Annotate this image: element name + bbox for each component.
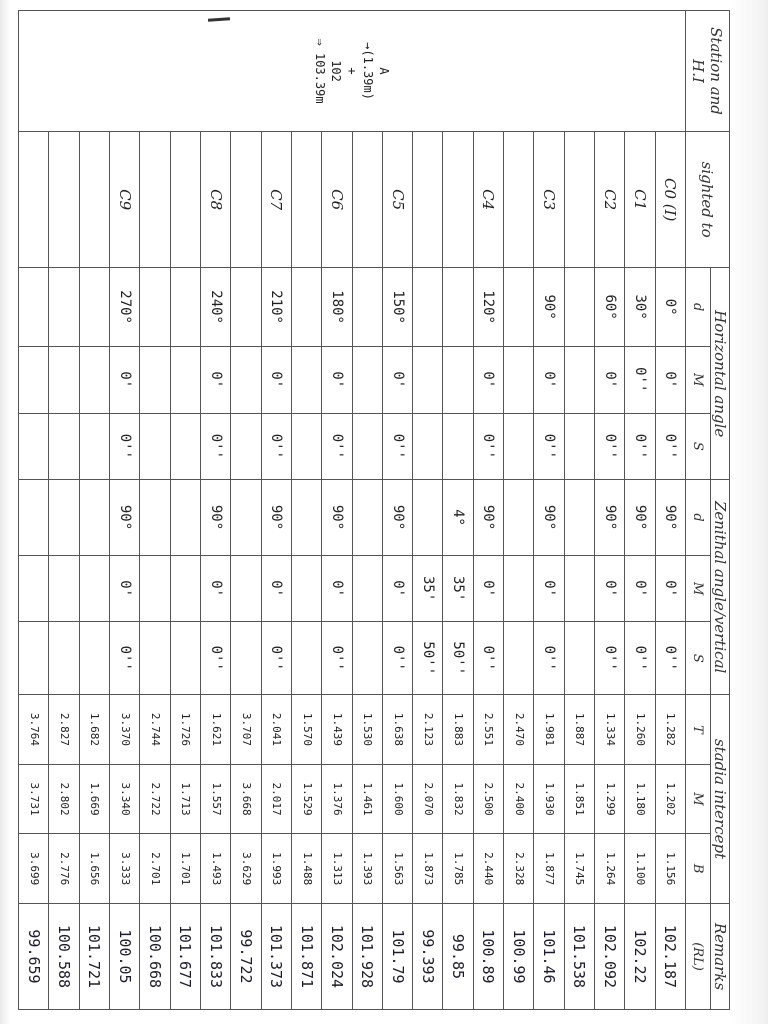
vertical-degrees-cell: 90° — [473, 480, 503, 556]
vertical-seconds-cell: 0'' — [201, 622, 231, 695]
horizontal-minutes-cell — [504, 346, 534, 413]
stadia-middle-cell: 1.180 — [625, 764, 655, 834]
sub-h-seconds: S — [686, 413, 711, 480]
stadia-bottom-cell: 3.629 — [231, 834, 261, 904]
horizontal-degrees-cell — [231, 268, 261, 347]
reduced-level-cell: 99.722 — [231, 903, 261, 1009]
reduced-level-cell: 101.928 — [352, 903, 382, 1009]
sub-v-seconds: S — [686, 622, 711, 695]
horizontal-seconds-cell: 0'' — [595, 413, 625, 480]
stadia-middle-cell: 3.340 — [110, 764, 140, 834]
horizontal-seconds-cell — [140, 413, 170, 480]
sighted-to-cell — [79, 132, 109, 268]
vertical-degrees-cell — [79, 480, 109, 556]
vertical-minutes-cell — [49, 555, 79, 622]
horizontal-seconds-cell: 0'' — [201, 413, 231, 480]
horizontal-degrees-cell — [504, 268, 534, 347]
vertical-minutes-cell: 35' — [413, 555, 443, 622]
vertical-degrees-cell — [19, 480, 49, 556]
vertical-degrees-cell — [291, 480, 321, 556]
sighted-to-cell — [413, 132, 443, 268]
station-hi-line3: 102 — [329, 60, 343, 82]
reduced-level-cell: 100.05 — [110, 903, 140, 1009]
station-name: A — [377, 67, 391, 75]
table-row — [352, 11, 382, 1010]
reduced-level-cell: 101.373 — [261, 903, 291, 1009]
sub-h-degrees: d — [686, 268, 711, 347]
stadia-bottom-cell: 3.333 — [110, 834, 140, 904]
vertical-seconds-cell: 50'' — [443, 622, 473, 695]
sighted-to-cell: C8 — [201, 132, 231, 268]
table-row — [413, 11, 443, 1010]
horizontal-minutes-cell — [443, 346, 473, 413]
reduced-level-cell: 99.659 — [19, 903, 49, 1009]
stadia-top-cell: 1.981 — [534, 695, 564, 765]
horizontal-seconds-cell: 0'' — [625, 413, 655, 480]
stadia-bottom-cell: 1.156 — [655, 834, 685, 904]
table-row — [201, 11, 231, 1010]
vertical-degrees-cell — [231, 480, 261, 556]
vertical-seconds-cell: 0'' — [261, 622, 291, 695]
vertical-minutes-cell — [19, 555, 49, 622]
stadia-top-cell: 1.682 — [79, 695, 109, 765]
sighted-to-cell — [231, 132, 261, 268]
vertical-minutes-cell — [564, 555, 594, 622]
vertical-degrees-cell — [564, 480, 594, 556]
table-row — [595, 11, 625, 1010]
stadia-middle-cell: 1.529 — [291, 764, 321, 834]
horizontal-degrees-cell — [291, 268, 321, 347]
vertical-minutes-cell: 0' — [655, 555, 685, 622]
sighted-to-cell — [170, 132, 200, 268]
sub-stadia-top: T — [686, 695, 711, 765]
stadia-top-cell: 2.551 — [473, 695, 503, 765]
horizontal-seconds-cell: 0'' — [655, 413, 685, 480]
stadia-middle-cell: 3.668 — [231, 764, 261, 834]
vertical-degrees-cell — [413, 480, 443, 556]
horizontal-seconds-cell — [504, 413, 534, 480]
horizontal-minutes-cell — [49, 346, 79, 413]
vertical-degrees-cell: 90° — [382, 480, 412, 556]
table-row — [19, 11, 49, 1010]
reduced-level-cell: 101.833 — [201, 903, 231, 1009]
stadia-top-cell: 3.370 — [110, 695, 140, 765]
reduced-level-cell: 99.393 — [413, 903, 443, 1009]
table-row — [140, 11, 170, 1010]
stadia-middle-cell: 1.461 — [352, 764, 382, 834]
stadia-bottom-cell: 1.264 — [595, 834, 625, 904]
stadia-top-cell: 2.123 — [413, 695, 443, 765]
reduced-level-cell: 99.85 — [443, 903, 473, 1009]
sighted-to-cell: C2 — [595, 132, 625, 268]
sighted-to-cell: C4 — [473, 132, 503, 268]
horizontal-seconds-cell — [49, 413, 79, 480]
stadia-bottom-cell: 1.873 — [413, 834, 443, 904]
horizontal-minutes-cell: 0' — [534, 346, 564, 413]
sighted-to-cell — [140, 132, 170, 268]
stadia-middle-cell: 3.731 — [19, 764, 49, 834]
stadia-bottom-cell: 1.877 — [534, 834, 564, 904]
stadia-middle-cell: 1.669 — [79, 764, 109, 834]
vertical-degrees-cell — [352, 480, 382, 556]
table-row — [322, 11, 352, 1010]
stadia-middle-cell: 1.713 — [170, 764, 200, 834]
stadia-top-cell: 3.707 — [231, 695, 261, 765]
stadia-top-cell: 2.041 — [261, 695, 291, 765]
vertical-seconds-cell: 0'' — [322, 622, 352, 695]
horizontal-minutes-cell: 0' — [382, 346, 412, 413]
stadia-top-cell: 2.744 — [140, 695, 170, 765]
stadia-middle-cell: 2.017 — [261, 764, 291, 834]
sighted-to-cell: C6 — [322, 132, 352, 268]
vertical-seconds-cell: 0'' — [473, 622, 503, 695]
horizontal-minutes-cell: 0' — [473, 346, 503, 413]
header-stadia-intercept: stadia intercept — [711, 695, 730, 904]
horizontal-degrees-cell: 60° — [595, 268, 625, 347]
stadia-bottom-cell: 1.563 — [382, 834, 412, 904]
horizontal-minutes-cell: 0' — [110, 346, 140, 413]
sub-v-minutes: M — [686, 555, 711, 622]
vertical-minutes-cell: 0' — [534, 555, 564, 622]
sighted-to-cell: C9 — [110, 132, 140, 268]
horizontal-degrees-cell — [79, 268, 109, 347]
stadia-top-cell: 1.638 — [382, 695, 412, 765]
stadia-middle-cell: 1.832 — [443, 764, 473, 834]
sighted-to-cell: C0 (I) — [655, 132, 685, 268]
vertical-seconds-cell: 0'' — [655, 622, 685, 695]
vertical-degrees-cell: 90° — [201, 480, 231, 556]
vertical-seconds-cell — [231, 622, 261, 695]
stadia-middle-cell: 2.722 — [140, 764, 170, 834]
sighted-to-cell — [504, 132, 534, 268]
station-hi-line2: + — [345, 67, 359, 75]
vertical-degrees-cell — [49, 480, 79, 556]
sighted-to-cell — [352, 132, 382, 268]
stadia-bottom-cell: 1.701 — [170, 834, 200, 904]
reduced-level-cell: 102.187 — [655, 903, 685, 1009]
stadia-bottom-cell: 2.440 — [473, 834, 503, 904]
vertical-minutes-cell: 35' — [443, 555, 473, 622]
reduced-level-cell: 101.871 — [291, 903, 321, 1009]
horizontal-degrees-cell — [140, 268, 170, 347]
station-hi-cell — [19, 11, 686, 132]
station-hi-line4: ⇒ 103.39m — [313, 38, 327, 104]
vertical-degrees-cell — [140, 480, 170, 556]
horizontal-degrees-cell: 150° — [382, 268, 412, 347]
reduced-level-cell: 101.538 — [564, 903, 594, 1009]
vertical-minutes-cell: 0' — [261, 555, 291, 622]
vertical-degrees-cell: 90° — [625, 480, 655, 556]
reduced-level-cell: 102.092 — [595, 903, 625, 1009]
header-sighted-to: sighted to — [686, 132, 730, 268]
reduced-level-cell: 101.46 — [534, 903, 564, 1009]
table-row — [261, 11, 291, 1010]
vertical-seconds-cell — [49, 622, 79, 695]
table-row — [291, 11, 321, 1010]
vertical-seconds-cell: 50'' — [413, 622, 443, 695]
stadia-middle-cell: 2.070 — [413, 764, 443, 834]
survey-rows — [19, 11, 686, 1010]
table-row — [110, 11, 140, 1010]
stadia-top-cell: 1.883 — [443, 695, 473, 765]
stadia-top-cell: 1.726 — [170, 695, 200, 765]
stadia-middle-cell: 1.600 — [382, 764, 412, 834]
vertical-degrees-cell — [504, 480, 534, 556]
horizontal-degrees-cell — [564, 268, 594, 347]
vertical-minutes-cell — [231, 555, 261, 622]
vertical-minutes-cell: 0' — [382, 555, 412, 622]
stadia-bottom-cell: 1.100 — [625, 834, 655, 904]
vertical-seconds-cell: 0'' — [382, 622, 412, 695]
stadia-bottom-cell: 2.776 — [49, 834, 79, 904]
horizontal-degrees-cell — [49, 268, 79, 347]
horizontal-degrees-cell — [170, 268, 200, 347]
header-row — [711, 11, 730, 1010]
vertical-minutes-cell: 0' — [201, 555, 231, 622]
field-book-sheet — [18, 10, 730, 1010]
stadia-top-cell: 1.439 — [322, 695, 352, 765]
horizontal-degrees-cell: 90° — [534, 268, 564, 347]
sighted-to-cell — [443, 132, 473, 268]
vertical-seconds-cell — [291, 622, 321, 695]
stadia-middle-cell: 2.500 — [473, 764, 503, 834]
vertical-seconds-cell — [564, 622, 594, 695]
horizontal-seconds-cell — [231, 413, 261, 480]
vertical-degrees-cell: 90° — [322, 480, 352, 556]
header-horizontal-angle: Horizontal angle — [711, 268, 730, 480]
reduced-level-cell: 101.721 — [79, 903, 109, 1009]
vertical-degrees-cell: 4° — [443, 480, 473, 556]
horizontal-degrees-cell — [443, 268, 473, 347]
stadia-middle-cell: 1.299 — [595, 764, 625, 834]
horizontal-minutes-cell: 0' — [261, 346, 291, 413]
header-remarks: Remarks — [711, 903, 730, 1009]
reduced-level-cell: 102.22 — [625, 903, 655, 1009]
stadia-top-cell: 1.887 — [564, 695, 594, 765]
stadia-bottom-cell: 2.328 — [504, 834, 534, 904]
horizontal-seconds-cell — [170, 413, 200, 480]
vertical-minutes-cell: 0' — [473, 555, 503, 622]
vertical-seconds-cell — [79, 622, 109, 695]
horizontal-seconds-cell: 0'' — [473, 413, 503, 480]
horizontal-seconds-cell: 0'' — [382, 413, 412, 480]
horizontal-seconds-cell: 0'' — [110, 413, 140, 480]
reduced-level-cell: 100.588 — [49, 903, 79, 1009]
horizontal-minutes-cell — [170, 346, 200, 413]
horizontal-degrees-cell: 240° — [201, 268, 231, 347]
sub-v-degrees: d — [686, 480, 711, 556]
horizontal-seconds-cell — [352, 413, 382, 480]
horizontal-degrees-cell — [413, 268, 443, 347]
horizontal-minutes-cell — [19, 346, 49, 413]
horizontal-minutes-cell: 0' — [322, 346, 352, 413]
vertical-minutes-cell: 0' — [322, 555, 352, 622]
stadia-bottom-cell: 1.393 — [352, 834, 382, 904]
horizontal-seconds-cell — [19, 413, 49, 480]
horizontal-seconds-cell: 0'' — [534, 413, 564, 480]
horizontal-degrees-cell: 180° — [322, 268, 352, 347]
stadia-bottom-cell: 1.493 — [201, 834, 231, 904]
vertical-minutes-cell: 0' — [110, 555, 140, 622]
table-row — [625, 11, 655, 1010]
horizontal-degrees-cell — [19, 268, 49, 347]
vertical-seconds-cell: 0'' — [534, 622, 564, 695]
sighted-to-cell: C1 — [625, 132, 655, 268]
horizontal-seconds-cell — [413, 413, 443, 480]
horizontal-minutes-cell: 0' — [595, 346, 625, 413]
header-station: Station and H.I — [686, 11, 730, 132]
horizontal-seconds-cell — [79, 413, 109, 480]
table-row — [655, 11, 685, 1010]
vertical-minutes-cell — [291, 555, 321, 622]
horizontal-seconds-cell: 0'' — [261, 413, 291, 480]
vertical-seconds-cell — [352, 622, 382, 695]
vertical-degrees-cell: 90° — [534, 480, 564, 556]
vertical-seconds-cell — [504, 622, 534, 695]
vertical-seconds-cell: 0'' — [110, 622, 140, 695]
sub-h-minutes: M — [686, 346, 711, 413]
horizontal-minutes-cell — [413, 346, 443, 413]
vertical-minutes-cell: 0' — [625, 555, 655, 622]
stadia-top-cell: 1.570 — [291, 695, 321, 765]
stadia-top-cell: 1.334 — [595, 695, 625, 765]
vertical-seconds-cell — [170, 622, 200, 695]
horizontal-minutes-cell — [291, 346, 321, 413]
sub-stadia-bottom: B — [686, 834, 711, 904]
horizontal-minutes-cell: 0' — [655, 346, 685, 413]
horizontal-minutes-cell — [140, 346, 170, 413]
stadia-top-cell: 1.282 — [655, 695, 685, 765]
vertical-degrees-cell: 90° — [655, 480, 685, 556]
vertical-degrees-cell: 90° — [110, 480, 140, 556]
header-vertical-angle: Zenithal angle/vertical — [711, 480, 730, 695]
horizontal-seconds-cell — [291, 413, 321, 480]
vertical-minutes-cell: 0' — [595, 555, 625, 622]
table-row — [473, 11, 503, 1010]
horizontal-minutes-cell — [352, 346, 382, 413]
stadia-middle-cell: 1.557 — [201, 764, 231, 834]
reduced-level-cell: 100.668 — [140, 903, 170, 1009]
reduced-level-cell: 101.677 — [170, 903, 200, 1009]
table-row — [49, 11, 79, 1010]
table-row — [534, 11, 564, 1010]
stadia-bottom-cell: 3.699 — [19, 834, 49, 904]
sub-stadia-middle: M — [686, 764, 711, 834]
stadia-bottom-cell: 1.785 — [443, 834, 473, 904]
stadia-top-cell: 1.530 — [352, 695, 382, 765]
stadia-middle-cell: 1.202 — [655, 764, 685, 834]
horizontal-degrees-cell — [352, 268, 382, 347]
table-row — [504, 11, 534, 1010]
stadia-top-cell: 1.621 — [201, 695, 231, 765]
survey-table — [18, 10, 730, 1010]
horizontal-minutes-cell — [79, 346, 109, 413]
horizontal-seconds-cell — [564, 413, 594, 480]
vertical-minutes-cell — [352, 555, 382, 622]
horizontal-seconds-cell: 0'' — [322, 413, 352, 480]
vertical-minutes-cell — [79, 555, 109, 622]
table-row — [382, 11, 412, 1010]
horizontal-degrees-cell: 30° — [625, 268, 655, 347]
sighted-to-cell: C5 — [382, 132, 412, 268]
table-row — [170, 11, 200, 1010]
stadia-middle-cell: 2.400 — [504, 764, 534, 834]
station-hi-line1: →(1.39m) — [361, 42, 375, 100]
horizontal-degrees-cell: 270° — [110, 268, 140, 347]
stadia-bottom-cell: 2.701 — [140, 834, 170, 904]
sighted-to-cell: C3 — [534, 132, 564, 268]
reduced-level-cell: 100.99 — [504, 903, 534, 1009]
stadia-top-cell: 2.827 — [49, 695, 79, 765]
stadia-bottom-cell: 1.488 — [291, 834, 321, 904]
horizontal-degrees-cell: 0° — [655, 268, 685, 347]
horizontal-seconds-cell — [443, 413, 473, 480]
stadia-bottom-cell: 1.745 — [564, 834, 594, 904]
sighted-to-cell — [49, 132, 79, 268]
vertical-degrees-cell: 90° — [261, 480, 291, 556]
horizontal-degrees-cell: 210° — [261, 268, 291, 347]
table-row — [443, 11, 473, 1010]
horizontal-minutes-cell: 0'' — [625, 346, 655, 413]
sub-reduced-level: (RL) — [686, 903, 711, 1009]
sighted-to-cell — [564, 132, 594, 268]
stadia-bottom-cell: 1.313 — [322, 834, 352, 904]
reduced-level-cell: 102.024 — [322, 903, 352, 1009]
sighted-to-cell: C7 — [261, 132, 291, 268]
stadia-middle-cell: 2.802 — [49, 764, 79, 834]
horizontal-minutes-cell: 0' — [201, 346, 231, 413]
reduced-level-cell: 100.89 — [473, 903, 503, 1009]
vertical-seconds-cell: 0'' — [595, 622, 625, 695]
stadia-top-cell: 2.470 — [504, 695, 534, 765]
horizontal-degrees-cell: 120° — [473, 268, 503, 347]
stadia-bottom-cell: 1.656 — [79, 834, 109, 904]
stadia-middle-cell: 1.851 — [564, 764, 594, 834]
table-row — [79, 11, 109, 1010]
stadia-middle-cell: 1.930 — [534, 764, 564, 834]
stadia-top-cell: 3.764 — [19, 695, 49, 765]
stadia-middle-cell: 1.376 — [322, 764, 352, 834]
table-row — [231, 11, 261, 1010]
stadia-top-cell: 1.260 — [625, 695, 655, 765]
vertical-seconds-cell — [19, 622, 49, 695]
vertical-seconds-cell — [140, 622, 170, 695]
sighted-to-cell — [291, 132, 321, 268]
stadia-bottom-cell: 1.993 — [261, 834, 291, 904]
vertical-degrees-cell: 90° — [595, 480, 625, 556]
horizontal-minutes-cell — [564, 346, 594, 413]
horizontal-minutes-cell — [231, 346, 261, 413]
vertical-minutes-cell — [504, 555, 534, 622]
sighted-to-cell — [19, 132, 49, 268]
vertical-degrees-cell — [170, 480, 200, 556]
vertical-minutes-cell — [170, 555, 200, 622]
vertical-minutes-cell — [140, 555, 170, 622]
reduced-level-cell: 101.79 — [382, 903, 412, 1009]
vertical-seconds-cell: 0'' — [625, 622, 655, 695]
table-row — [564, 11, 594, 1010]
